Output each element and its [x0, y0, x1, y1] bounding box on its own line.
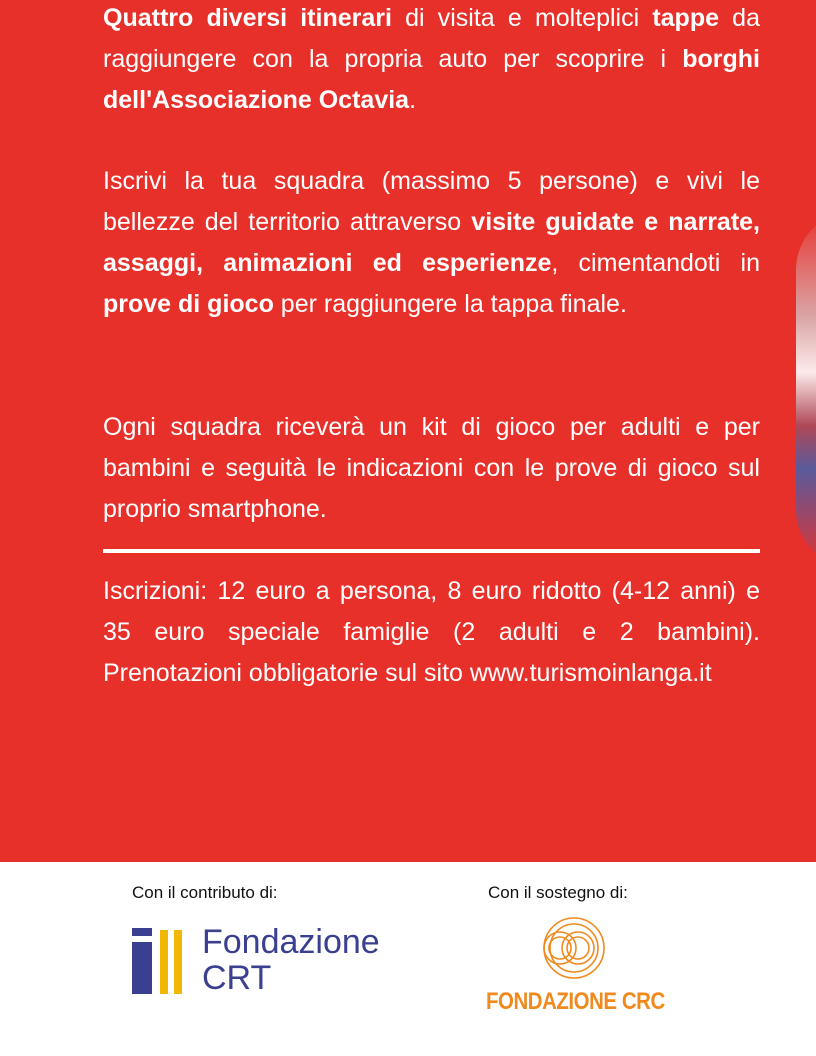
- crt-bars-icon: [132, 928, 192, 994]
- paragraph-iscrizioni: [103, 571, 760, 694]
- text-run: Ogni squadra riceverà un kit di gioco per adulti e per bambini e seguità le indicazioni con le prove di gioco sul proprio smartphone.: [103, 413, 760, 523]
- support-caption: Con il sostegno di:: [488, 883, 628, 902]
- text-run: .: [409, 86, 417, 114]
- paragraph-kit: [103, 407, 760, 530]
- bold-text-run: visite guidate e narrate, assaggi, animazioni ed esperienze: [103, 208, 760, 277]
- paragraph-itinerari: [103, 0, 760, 121]
- text-run: Iscrizioni: 12 euro a persona, 8 euro ridotto (4-12 anni) e 35 euro speciale famiglie (2 adulti e 2 bambini). Prenotazioni obbligatorie sul sito www.turismoinlanga.it: [103, 577, 760, 687]
- bold-text-run: tappe: [652, 4, 719, 32]
- paragraph-squadra: [103, 161, 760, 325]
- bold-text-run: prove di gioco: [103, 290, 274, 318]
- bold-text-run: borghi dell'Associazione Octavia: [103, 45, 760, 114]
- text-run: Iscrivi la tua squadra (massimo 5 persone) e vivi le bellezze del territorio attraverso: [103, 167, 760, 236]
- contrib-caption: Con il contributo di:: [132, 883, 278, 902]
- text-run: di visita e molteplici: [391, 4, 653, 32]
- crt-logo-line2: CRT: [202, 959, 272, 997]
- text-run: per raggiungere la tappa finale.: [273, 290, 627, 318]
- crt-logo-text: [202, 924, 380, 996]
- fondazione-crt-logo: [132, 924, 382, 996]
- crt-logo-line1: Fondazione: [202, 923, 380, 961]
- fondazione-crc-logo: [486, 916, 666, 1020]
- crc-logo-text: FONDAZIONE CRC: [486, 988, 665, 1015]
- crc-rings-icon: [526, 916, 622, 980]
- photo-edge: [796, 210, 816, 570]
- bold-text-run: Quattro diversi itinerari: [103, 4, 392, 32]
- text-run: , cimentandoti in: [551, 249, 761, 277]
- text-run: da raggiungere con la propria auto per scoprire i: [103, 4, 760, 73]
- divider: [103, 549, 760, 553]
